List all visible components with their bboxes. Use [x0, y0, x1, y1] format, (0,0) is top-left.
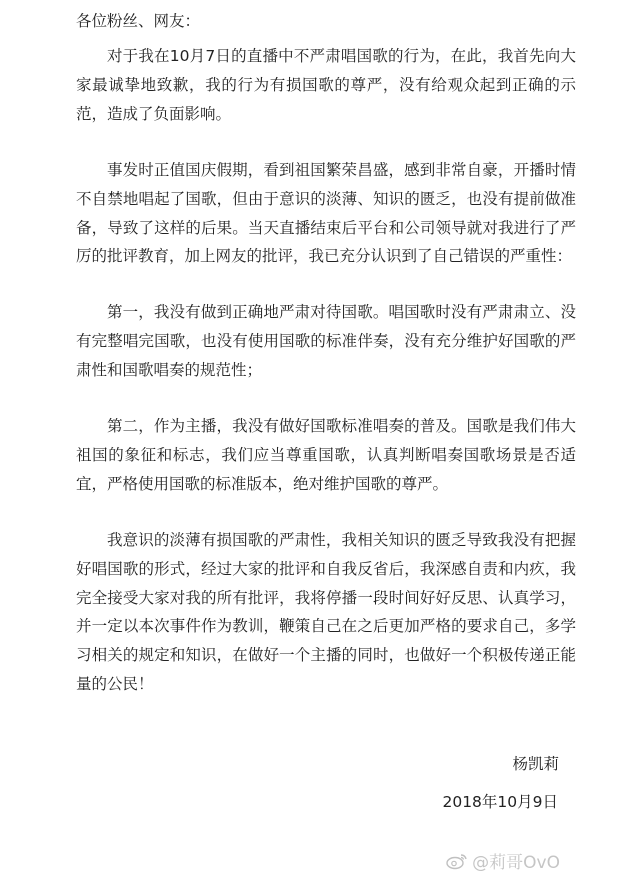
- letter-paragraph-3: 第一，我没有做到正确地严肃对待国歌。唱国歌时没有严肃肃立、没有完整唱完国歌，也没有使用国歌的标准伴奏，没有充分维护好国歌的严肃性和国歌唱奏的规范性；: [76, 303, 576, 379]
- weibo-watermark: [446, 848, 560, 873]
- weibo-icon: [446, 852, 468, 870]
- letter-paragraph-2: 事发时正值国庆假期，看到祖国繁荣昌盛，感到非常自豪，开播时情不自禁地唱起了国歌，但由于意识的淡薄、知识的匮乏，也没有提前做准备，导致了这样的后果。当天直播结束后平台和公司领导就对我进行了严厉的批评教育，加上网友的批评，我已充分认识到了自己错误的严重性：: [76, 161, 576, 266]
- letter-date: 2018年10月9日: [442, 793, 558, 811]
- letter-salutation: 各位粉丝、网友：: [76, 12, 201, 30]
- letter-signature: 杨凯莉: [512, 755, 559, 773]
- letter-paragraph-1: 对于我在10月7日的直播中不严肃唱国歌的行为，在此，我首先向大家最诚挚地致歉，我的行为有损国歌的尊严，没有给观众起到正确的示范，造成了负面影响。: [76, 47, 576, 123]
- letter-paragraph-5: 我意识的淡薄有损国歌的严肃性，我相关知识的匮乏导致我没有把握好唱国歌的形式，经过大家的批评和自我反省后，我深感自责和内疚，我完全接受大家对我的所有批评，我将停播一段时间好好反思、认真学习，并一定以本次事件作为教训，鞭策自己在之后更加严格的要求自己，多学习相关的规定和知识，在做好一个主播的同时，也做好一个积极传递正能量的公民！: [76, 531, 576, 693]
- watermark-text: @莉哥OvO: [472, 853, 560, 873]
- letter-paragraph-4: 第二，作为主播，我没有做好国歌标准唱奏的普及。国歌是我们伟大祖国的象征和标志，我们应当尊重国歌，认真判断唱奏国歌场景是否适宜，严格使用国歌的标准版本，绝对维护国歌的尊严。: [76, 417, 576, 493]
